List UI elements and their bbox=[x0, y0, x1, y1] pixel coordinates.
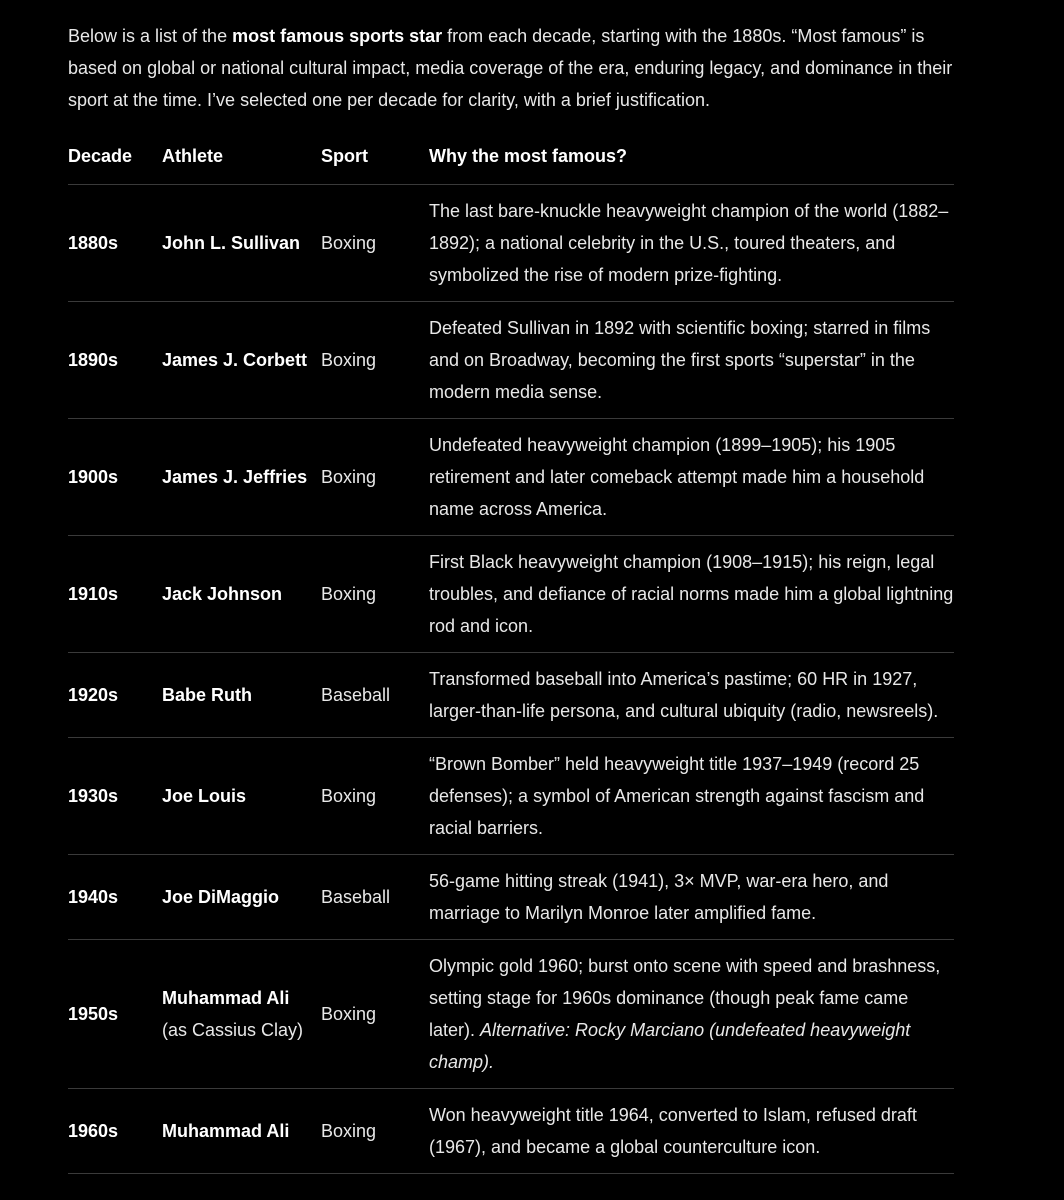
cell-decade: 1940s bbox=[68, 887, 119, 907]
cell-athlete bbox=[162, 940, 321, 1089]
cell-why bbox=[429, 940, 954, 1089]
athlete-name: Babe Ruth bbox=[162, 685, 252, 705]
cell-decade: 1920s bbox=[68, 685, 119, 705]
cell-athlete bbox=[162, 738, 321, 855]
cell-why bbox=[429, 738, 954, 855]
intro-paragraph bbox=[68, 20, 954, 116]
cell-decade: 1960s bbox=[68, 1121, 119, 1141]
why-alternative: Alternative: Rocky Marciano (undefeated heavyweight champ). bbox=[429, 1020, 911, 1072]
table-header-row bbox=[68, 140, 954, 185]
athlete-name: John L. Sullivan bbox=[162, 233, 301, 253]
why-text: Olympic gold 1960; burst onto scene with speed and brashness, setting stage for 1960s dominance (though peak fame came later). bbox=[429, 956, 941, 1040]
cell-decade: 1950s bbox=[68, 1004, 119, 1024]
why-text: 56-game hitting streak (1941), 3× MVP, war-era hero, and marriage to Marilyn Monroe later amplified fame. bbox=[429, 871, 889, 923]
why-text: Undefeated heavyweight champion (1899–1905); his 1905 retirement and later comeback attempt made him a household name across America. bbox=[429, 435, 925, 519]
cell-athlete bbox=[162, 419, 321, 536]
athlete-note: (as Cassius Clay) bbox=[162, 1020, 304, 1040]
cell-sport: Baseball bbox=[321, 887, 391, 907]
table-row bbox=[68, 419, 954, 536]
cell-sport: Boxing bbox=[321, 786, 377, 806]
athlete-name: Muhammad Ali bbox=[162, 1121, 290, 1141]
cell-athlete bbox=[162, 1089, 321, 1174]
table-row bbox=[68, 653, 954, 738]
why-text: Transformed baseball into America’s pastime; 60 HR in 1927, larger-than-life persona, and cultural ubiquity (radio, newsreels). bbox=[429, 669, 939, 721]
cell-why bbox=[429, 302, 954, 419]
response-content bbox=[68, 20, 954, 1174]
cell-why bbox=[429, 185, 954, 302]
cell-decade: 1930s bbox=[68, 786, 119, 806]
athlete-name: Joe DiMaggio bbox=[162, 887, 280, 907]
header-sport: Sport bbox=[321, 146, 368, 166]
why-text: The last bare-knuckle heavyweight champion of the world (1882–1892); a national celebrity in the U.S., toured theaters, and symbolized the rise of modern prize-fighting. bbox=[429, 201, 949, 285]
cell-athlete bbox=[162, 185, 321, 302]
intro-text-1: Below is a list of the bbox=[68, 26, 233, 46]
cell-why bbox=[429, 419, 954, 536]
athlete-name: Joe Louis bbox=[162, 786, 247, 806]
table-row bbox=[68, 536, 954, 653]
cell-athlete bbox=[162, 653, 321, 738]
intro-text-2: from each decade, starting with the 1880s. “Most famous” is based on global or national cultural impact, media coverage of the era, enduring legacy, and dominance in their sport at the time. I’ve selected one per decade for clarity, with a brief justification. bbox=[68, 26, 953, 110]
why-text: First Black heavyweight champion (1908–1915); his reign, legal troubles, and defiance of racial norms made him a global lightning rod and icon. bbox=[429, 552, 954, 636]
cell-sport: Boxing bbox=[321, 584, 377, 604]
cell-sport: Boxing bbox=[321, 233, 377, 253]
cell-why bbox=[429, 1089, 954, 1174]
table-row bbox=[68, 185, 954, 302]
athlete-name: James J. Corbett bbox=[162, 350, 308, 370]
cell-athlete bbox=[162, 536, 321, 653]
cell-decade: 1880s bbox=[68, 233, 119, 253]
table-row bbox=[68, 855, 954, 940]
table-row bbox=[68, 940, 954, 1089]
cell-why bbox=[429, 536, 954, 653]
cell-sport: Boxing bbox=[321, 467, 377, 487]
why-text: “Brown Bomber” held heavyweight title 1937–1949 (record 25 defenses); a symbol of American strength against fascism and racial barriers. bbox=[429, 754, 925, 838]
table-row bbox=[68, 738, 954, 855]
header-decade: Decade bbox=[68, 146, 133, 166]
cell-why bbox=[429, 855, 954, 940]
cell-decade: 1910s bbox=[68, 584, 119, 604]
athlete-name: Muhammad Ali bbox=[162, 988, 290, 1008]
athlete-name: Jack Johnson bbox=[162, 584, 283, 604]
table-row bbox=[68, 1089, 954, 1174]
cell-sport: Boxing bbox=[321, 1121, 377, 1141]
cell-athlete bbox=[162, 302, 321, 419]
table-row bbox=[68, 302, 954, 419]
athlete-name: James J. Jeffries bbox=[162, 467, 308, 487]
cell-sport: Baseball bbox=[321, 685, 391, 705]
cell-decade: 1890s bbox=[68, 350, 119, 370]
header-why: Why the most famous? bbox=[429, 146, 628, 166]
cell-sport: Boxing bbox=[321, 350, 377, 370]
famous-athletes-table bbox=[68, 140, 954, 1174]
intro-bold: most famous sports star bbox=[232, 26, 443, 46]
cell-sport: Boxing bbox=[321, 1004, 377, 1024]
why-text: Won heavyweight title 1964, converted to Islam, refused draft (1967), and became a global counterculture icon. bbox=[429, 1105, 917, 1157]
cell-athlete bbox=[162, 855, 321, 940]
cell-decade: 1900s bbox=[68, 467, 119, 487]
header-athlete: Athlete bbox=[162, 146, 224, 166]
why-text: Defeated Sullivan in 1892 with scientific boxing; starred in films and on Broadway, becoming the first sports “superstar” in the modern media sense. bbox=[429, 318, 931, 402]
cell-why bbox=[429, 653, 954, 738]
